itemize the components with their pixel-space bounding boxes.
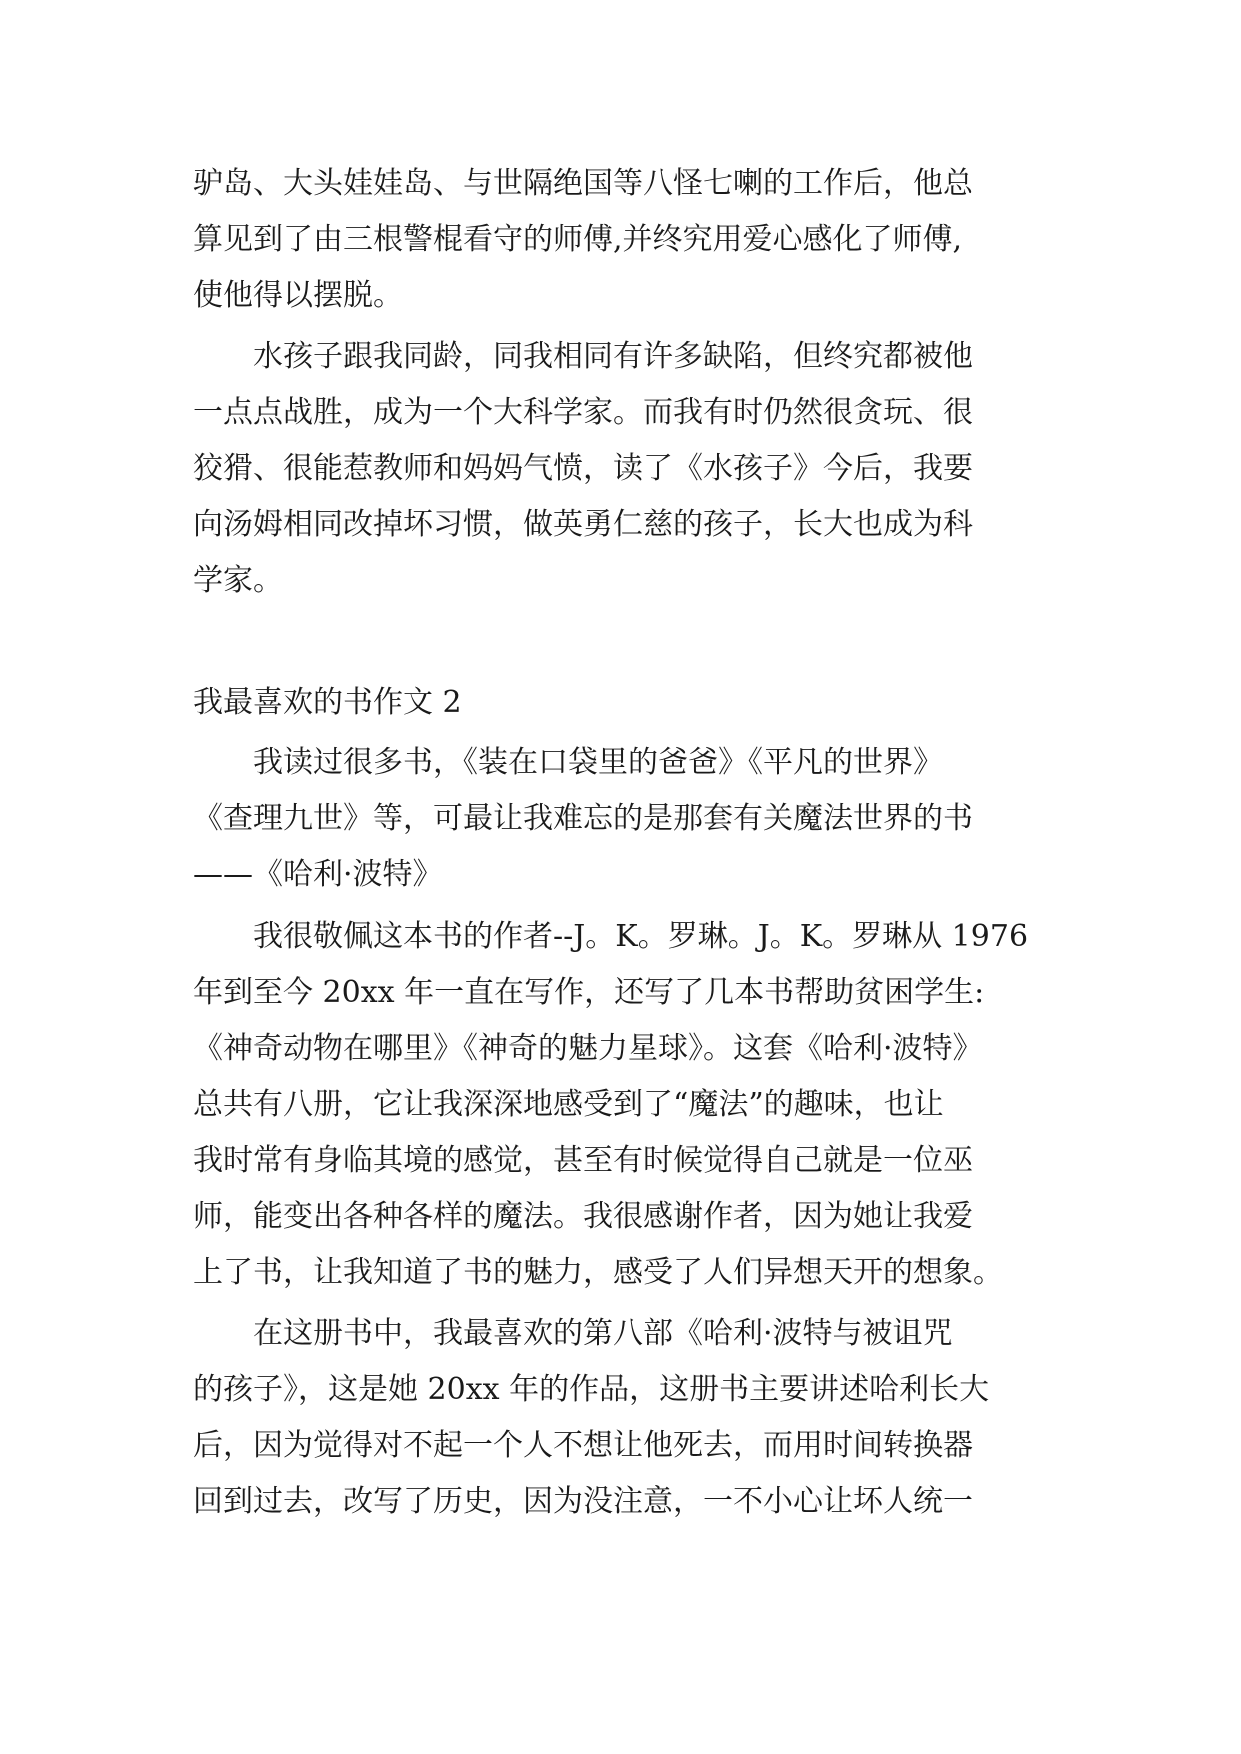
text-line: 算见到了由三根警棍看守的师傅,并终究用爱心感化了师傅, — [193, 222, 963, 257]
text-line: 上了书，让我知道了书的魅力，感受了人们异想天开的想象。 — [193, 1255, 1003, 1290]
text-line: 一点点战胜，成为一个大科学家。而我有时仍然很贪玩、很 — [193, 395, 973, 430]
text-line: 学家。 — [193, 563, 283, 598]
text-line: 回到过去，改写了历史，因为没注意，一不小心让坏人统一 — [193, 1484, 973, 1519]
paragraph-first-line: 我读过很多书，《装在口袋里的爸爸》《平凡的世界》 — [253, 745, 943, 780]
text-line: 《神奇动物在哪里》《神奇的魅力星球》。这套《哈利·波特》 — [193, 1031, 983, 1066]
text-line: 的孩子》，这是她 20xx 年的作品，这册书主要讲述哈利长大 — [193, 1372, 990, 1407]
text-line: 《查理九世》等，可最让我难忘的是那套有关魔法世界的书 — [193, 801, 973, 836]
text-line: 狡猾、很能惹教师和妈妈气愤，读了《水孩子》今后，我要 — [193, 451, 973, 486]
paragraph-first-line: 水孩子跟我同龄，同我相同有许多缺陷，但终究都被他 — [253, 339, 973, 374]
text-line: 我时常有身临其境的感觉，甚至有时候觉得自己就是一位巫 — [193, 1143, 973, 1178]
text-line: ——《哈利·波特》 — [193, 857, 443, 892]
paragraph-first-line: 我很敬佩这本书的作者--J。K。罗琳。J。K。罗琳从 1976 — [253, 919, 1029, 954]
text-line: 总共有八册，它让我深深地感受到了“魔法”的趣味，也让 — [193, 1087, 944, 1122]
text-line: 向汤姆相同改掉坏习惯，做英勇仁慈的孩子，长大也成为科 — [193, 507, 973, 542]
text-line: 年到至今 20xx 年一直在写作，还写了几本书帮助贫困学生: — [193, 975, 985, 1010]
text-line: 使他得以摆脱。 — [193, 278, 403, 313]
text-line: 后，因为觉得对不起一个人不想让他死去，而用时间转换器 — [193, 1428, 973, 1463]
text-line: 师，能变出各种各样的魔法。我很感谢作者，因为她让我爱 — [193, 1199, 973, 1234]
text-line: 驴岛、大头娃娃岛、与世隔绝国等八怪七喇的工作后，他总 — [193, 166, 973, 201]
section-heading: 我最喜欢的书作文 2 — [193, 685, 462, 720]
paragraph-first-line: 在这册书中，我最喜欢的第八部《哈利·波特与被诅咒 — [253, 1316, 953, 1351]
